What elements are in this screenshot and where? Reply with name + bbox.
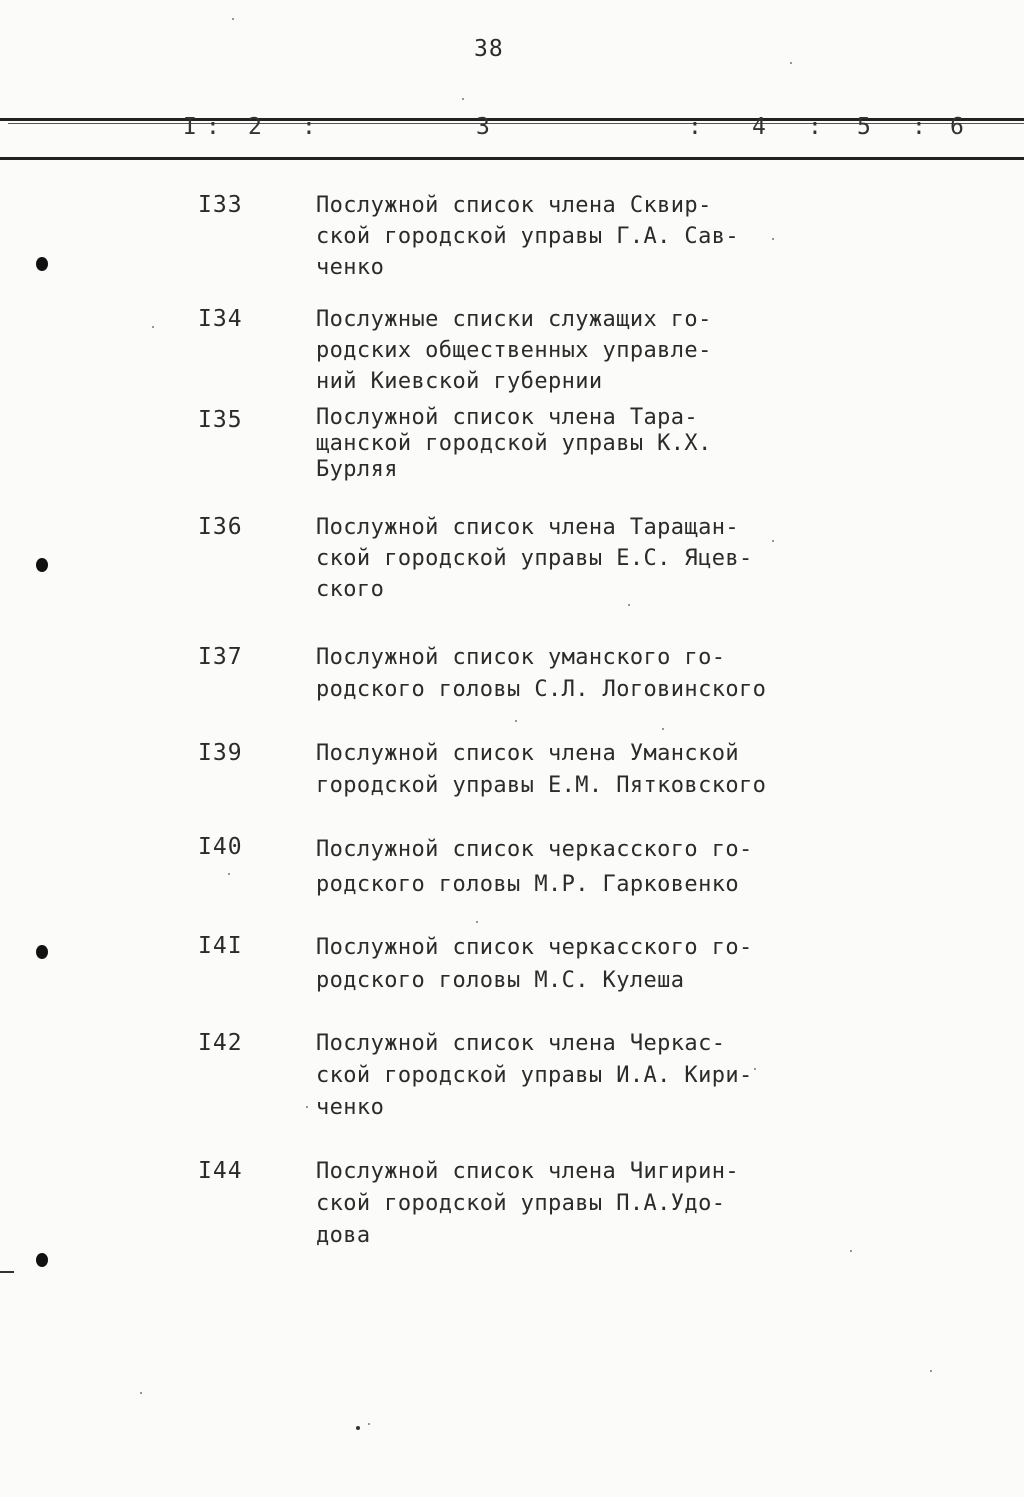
scan-speck	[930, 1370, 932, 1372]
entry-description: Послужной список черкасского го- родского головы М.С. Кулеша	[316, 935, 753, 993]
scan-speck	[850, 1250, 852, 1252]
column-header-3: 3	[476, 114, 490, 140]
scan-speck	[140, 1392, 142, 1394]
column-separator-4: :	[808, 114, 822, 140]
scan-speck	[772, 540, 774, 542]
column-separator-2: :	[302, 114, 316, 140]
scan-speck	[662, 728, 664, 730]
scan-speck	[228, 873, 230, 875]
scan-speck	[356, 1426, 360, 1430]
scan-speck	[232, 18, 234, 20]
entry-description: Послужные списки служащих го- родских общественных управле- ний Киевской губернии	[316, 307, 712, 394]
column-header-1: I	[183, 114, 197, 140]
entry-number: I35	[198, 407, 243, 433]
punch-hole	[36, 257, 48, 271]
entry-description: Послужной список черкасского го- родского головы М.Р. Гарковенко	[316, 837, 753, 897]
entry-description: Послужной список члена Сквир- ской городской управы Г.А. Сав- ченко	[316, 193, 739, 280]
scan-speck	[628, 604, 630, 606]
entry-number: I40	[198, 834, 243, 860]
header-top-rule-thin	[8, 123, 1024, 124]
scan-speck	[476, 921, 478, 923]
entry-description: Послужной список члена Уманской городской управы Е.М. Пятковского	[316, 741, 767, 798]
entry-number: I4I	[198, 933, 243, 959]
entry-description: Послужной список уманского го- родского головы С.Л. Логовинского	[316, 645, 767, 702]
margin-mark	[0, 1271, 14, 1273]
punch-hole	[36, 558, 48, 572]
scan-speck	[462, 98, 464, 100]
scan-speck	[152, 326, 154, 328]
entry-number: I39	[198, 740, 243, 766]
entry-number: I44	[198, 1158, 243, 1184]
scan-speck	[772, 238, 774, 240]
scan-speck	[790, 62, 792, 64]
column-separator-1: :	[206, 114, 220, 140]
column-separator-3: :	[688, 114, 702, 140]
entry-description: Послужной список члена Чигирин- ской городской управы П.А.Удо- дова	[316, 1159, 739, 1248]
punch-hole	[36, 945, 48, 959]
column-header-5: 5	[857, 114, 871, 140]
entry-number: I42	[198, 1030, 243, 1056]
entry-number: I37	[198, 644, 243, 670]
scan-speck	[754, 1068, 756, 1070]
entry-number: I34	[198, 306, 243, 332]
header-bottom-rule	[0, 157, 1024, 160]
punch-hole	[36, 1253, 48, 1267]
entry-number: I33	[198, 192, 243, 218]
entry-description: Послужной список члена Черкас- ской городской управы И.А. Кири- ченко	[316, 1031, 753, 1120]
scan-speck	[368, 1423, 370, 1425]
entry-description: Послужной список члена Таращан- ской городской управы Е.С. Яцев- ского	[316, 515, 753, 602]
scan-speck	[306, 1106, 308, 1108]
column-header-4: 4	[752, 114, 766, 140]
page-number: 38	[474, 36, 504, 62]
entry-description: Послужной список члена Тара- щанской городской управы К.Х. Бурляя	[316, 405, 712, 482]
column-header-6: 6	[950, 114, 964, 140]
column-header-2: 2	[248, 114, 262, 140]
scan-speck	[515, 720, 517, 722]
entry-number: I36	[198, 514, 243, 540]
column-separator-5: :	[912, 114, 926, 140]
